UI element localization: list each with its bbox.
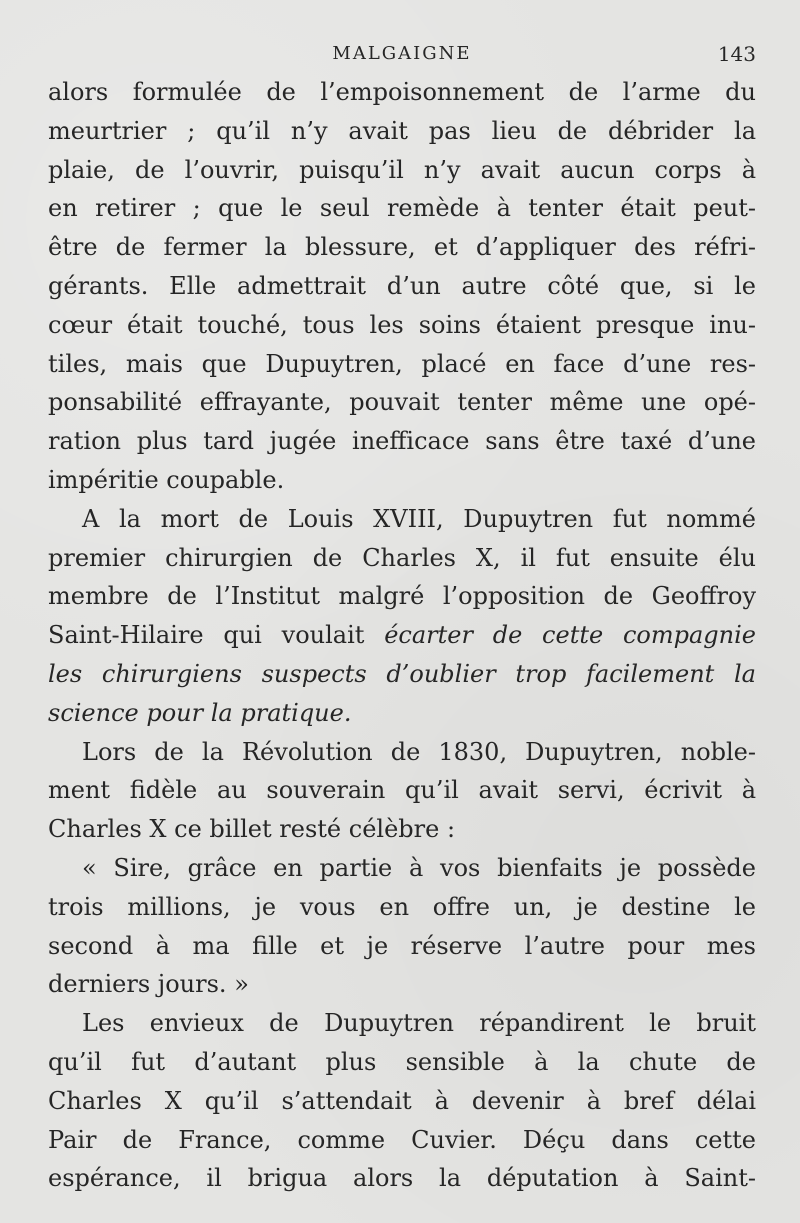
text-line-15-plain: Saint-Hilaire qui voulait (48, 621, 385, 650)
text-line-13: premier chirurgien de Charles X, il fut ensuite élu (48, 543, 756, 572)
text-line-15-italic: écarter de cette compagnie (384, 621, 756, 650)
page-header (48, 42, 756, 66)
running-head: MALGAIGNE (332, 43, 472, 64)
text-line-24: derniers jours. » (48, 970, 249, 999)
text-line-26: qu’il fut d’autant plus sensible à la chute de (48, 1047, 756, 1076)
text-line-4: en retirer ; que le seul remède à tenter était peut- (48, 194, 756, 223)
text-line-21: « Sire, grâce en partie à vos bienfaits je possède (82, 853, 756, 882)
text-line-12: A la mort de Louis XVIII, Dupuytren fut nommé (82, 504, 756, 533)
text-line-6: gérants. Elle admettrait d’un autre côté que, si le (48, 271, 756, 300)
text-line-3: plaie, de l’ouvrir, puisqu’il n’y avait aucun corps à (48, 155, 756, 184)
text-line-7: cœur était touché, tous les soins étaient presque inu- (48, 310, 756, 339)
page-number: 143 (717, 42, 756, 66)
text-line-2: meurtrier ; qu’il n’y avait pas lieu de débrider la (48, 116, 756, 145)
text-line-27: Charles X qu’il s’attendait à devenir à bref délai (48, 1086, 756, 1115)
text-line-8: tiles, mais que Dupuytren, placé en face d’une res- (48, 349, 756, 378)
text-line-11: impéritie coupable. (48, 465, 285, 494)
text-line-10: ration plus tard jugée inefficace sans être taxé d’une (48, 427, 756, 456)
text-line-5: être de fermer la blessure, et d’appliquer des réfri- (48, 233, 756, 262)
text-line-19: ment fidèle au souverain qu’il avait servi, écrivit à (48, 776, 756, 805)
text-line-22: trois millions, je vous en offre un, je destine le (48, 892, 756, 921)
text-line-25: Les envieux de Dupuytren répandirent le bruit (82, 1009, 756, 1038)
text-line-29: espérance, il brigua alors la députation à Saint- (48, 1164, 756, 1193)
text-line-1: alors formulée de l’empoisonnement de l’arme du (48, 78, 756, 106)
text-line-18: Lors de la Révolution de 1830, Dupuytren, noble- (82, 737, 756, 766)
text-line-15 (48, 616, 756, 655)
text-line-17: science pour la pratique. (48, 698, 352, 727)
text-line-16: les chirurgiens suspects d’oublier trop facilement la (48, 659, 756, 688)
text-line-14: membre de l’Institut malgré l’opposition de Geoffroy (48, 582, 756, 611)
text-line-23: second à ma fille et je réserve l’autre pour mes (48, 931, 756, 960)
text-line-9: ponsabilité effrayante, pouvait tenter même une opé- (48, 388, 756, 417)
text-line-28: Pair de France, comme Cuvier. Déçu dans cette (48, 1125, 756, 1154)
text-line-20: Charles X ce billet resté célèbre : (48, 815, 456, 844)
page-text (48, 73, 756, 1198)
